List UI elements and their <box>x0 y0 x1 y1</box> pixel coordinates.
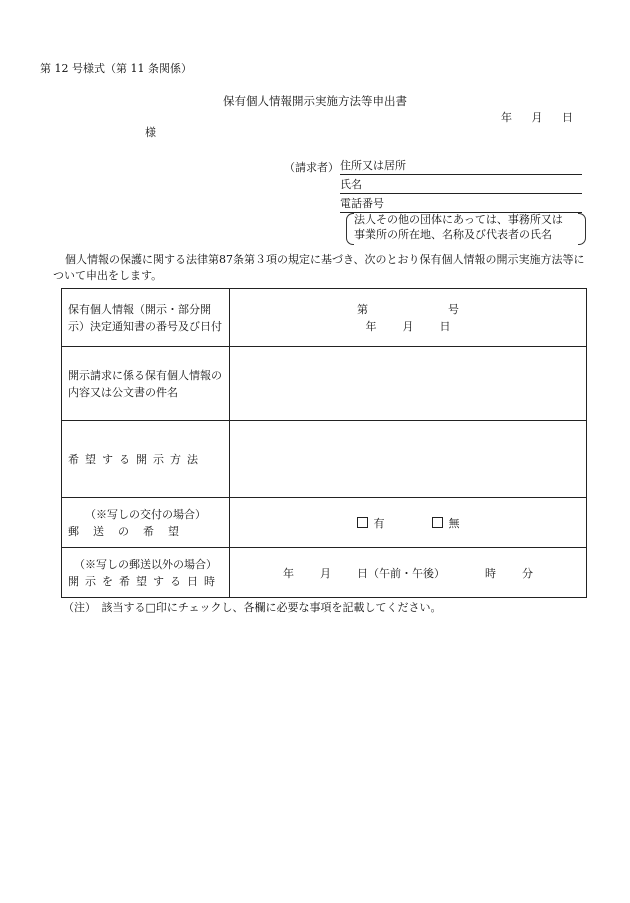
name-label: 氏名 <box>340 178 362 191</box>
corporate-note-line2: 事業所の所在地、名称及び代表者の氏名 <box>354 228 552 241</box>
mailing-request-label <box>62 498 230 548</box>
datetime-note: （※写しの郵送以外の場合） <box>74 557 217 571</box>
notice-month-label: 月 <box>402 319 414 333</box>
phone-field[interactable] <box>340 198 582 213</box>
recipient-suffix: 様 <box>145 126 156 139</box>
disclosure-method-cell[interactable] <box>230 421 587 498</box>
date-line <box>485 112 573 123</box>
table-row <box>62 347 587 421</box>
checkbox-no[interactable] <box>432 517 443 528</box>
mailing-note: （※写しの交付の場合） <box>85 507 206 521</box>
notice-number-label: 保有個人情報（開示・部分開示）決定通知書の番号及び日付 <box>62 289 230 347</box>
bracket-left <box>346 213 354 245</box>
mailing-label: 郵送の希望 <box>68 524 193 538</box>
table-row <box>62 289 587 347</box>
table-row <box>62 548 587 598</box>
disclosure-datetime-cell[interactable] <box>230 548 587 598</box>
mailing-request-cell <box>230 498 587 548</box>
option-no-label: 無 <box>448 516 460 530</box>
dt-month-label: 月 <box>320 566 331 580</box>
table-row <box>62 498 587 548</box>
bracket-right <box>578 213 586 245</box>
checkbox-yes[interactable] <box>357 517 368 528</box>
notice-year-label: 年 <box>365 319 377 333</box>
form-number: 第 12 号様式（第 11 条関係） <box>40 62 192 75</box>
notice-number-cell[interactable] <box>230 289 587 347</box>
corporate-note <box>346 212 582 246</box>
content-subject-label: 開示請求に係る保有個人情報の内容又は公文書の件名 <box>62 347 230 421</box>
disclosure-datetime-label <box>62 548 230 598</box>
date-year-label: 年 <box>501 111 512 124</box>
requester-label: （請求者） <box>284 161 339 174</box>
application-table <box>61 288 587 598</box>
intro-paragraph: 個人情報の保護に関する法律第87条第３項の規定に基づき、次のとおり保有個人情報の開示実施方法等について申出をします。 <box>53 253 585 282</box>
name-field[interactable] <box>340 179 582 194</box>
disclosure-method-label: 希望する開示方法 <box>62 421 230 498</box>
datetime-label: 開示を希望する日時 <box>68 574 221 588</box>
dt-day-label: 日（午前・午後） <box>357 566 445 580</box>
option-yes-label: 有 <box>373 516 385 530</box>
phone-label: 電話番号 <box>340 197 384 210</box>
dt-hour-label: 時 <box>485 566 496 580</box>
table-row <box>62 421 587 498</box>
footnote: （注） 該当する□印にチェックし、各欄に必要な事項を記載してください。 <box>63 601 442 614</box>
address-field[interactable] <box>340 160 582 175</box>
notice-day-label: 日 <box>439 319 451 333</box>
dt-year-label: 年 <box>283 566 294 580</box>
number-prefix: 第 <box>357 302 368 316</box>
number-suffix: 号 <box>448 302 459 316</box>
content-subject-cell[interactable] <box>230 347 587 421</box>
corporate-note-line1: 法人その他の団体にあっては、事務所又は <box>354 213 563 226</box>
address-label: 住所又は居所 <box>340 159 406 172</box>
date-month-label: 月 <box>531 111 543 124</box>
dt-minute-label: 分 <box>522 566 533 580</box>
date-day-label: 日 <box>562 111 573 124</box>
document-title: 保有個人情報開示実施方法等申出書 <box>223 94 407 108</box>
